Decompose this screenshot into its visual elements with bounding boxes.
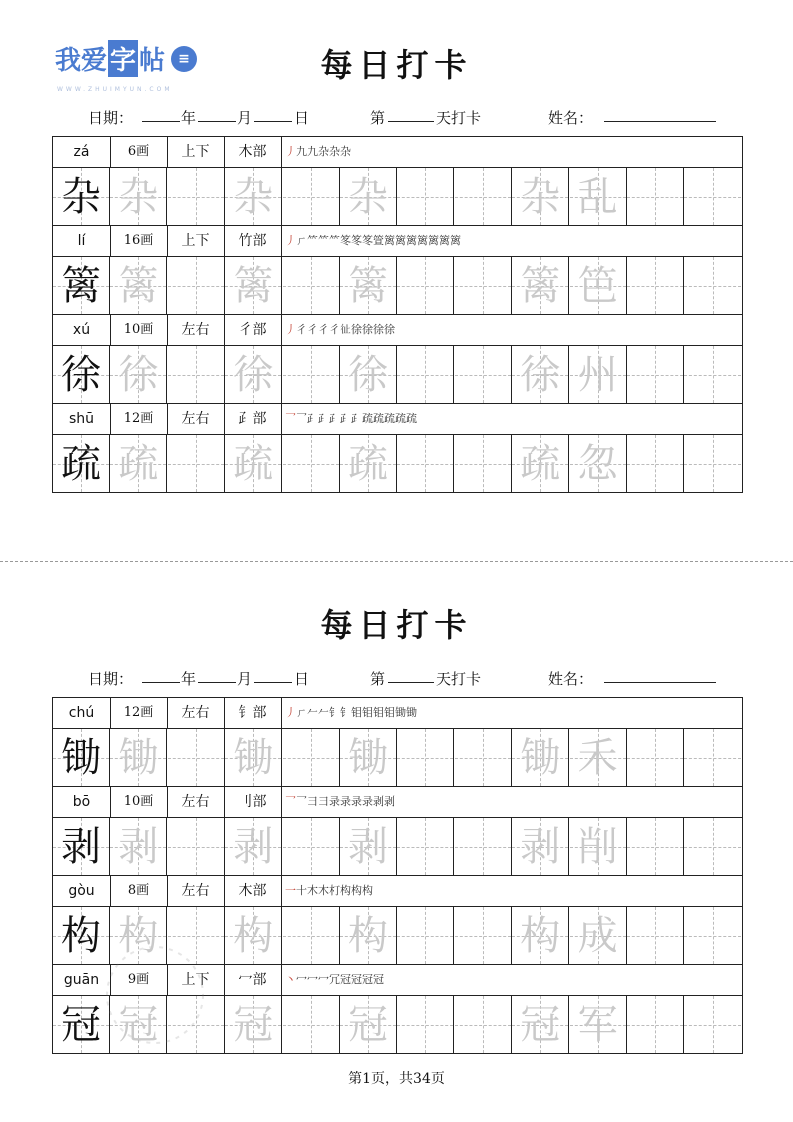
stroke-order: 丿ㄏ⺮⺮⺮笗笗笗箮篱篱篱篱篱篱篱 — [285, 234, 461, 247]
stroke-order: 丶冖冖冖冗冠冠冠冠 — [285, 973, 384, 986]
radical: 竹部 — [224, 226, 282, 256]
name-label: 姓名： — [548, 670, 594, 688]
page-title: 每日打卡 — [320, 606, 473, 644]
stroke-order: 丿彳彳彳彳𢓊徐徐徐徐 — [285, 323, 395, 336]
grid-cell[interactable] — [570, 818, 627, 875]
year-label: 年 — [181, 670, 197, 688]
grid-cell[interactable] — [110, 435, 167, 492]
character-info-row — [53, 698, 742, 729]
model-character: 冠 — [61, 1001, 101, 1048]
practice-sheet — [52, 136, 743, 493]
character-info-row — [53, 876, 742, 907]
chat-bubble-icon: ≡ — [171, 46, 197, 72]
grid-cell[interactable] — [225, 257, 282, 314]
grid-cell[interactable] — [225, 435, 282, 492]
grid-cell[interactable] — [627, 257, 684, 314]
grid-cell[interactable] — [110, 818, 167, 875]
grid-cell[interactable] — [570, 996, 627, 1053]
grid-cell[interactable] — [53, 818, 110, 875]
grid-cell[interactable] — [340, 346, 397, 403]
daka-label: 天打卡 — [436, 670, 482, 688]
trace-character: 构 — [348, 912, 388, 959]
grid-cell[interactable] — [225, 346, 282, 403]
radical: 钅部 — [224, 698, 282, 728]
trace-character: 剥 — [348, 823, 388, 870]
pinyin: guān — [53, 965, 111, 995]
radical: 刂部 — [224, 787, 282, 817]
grid-cell[interactable] — [53, 996, 110, 1053]
date-label: 日期： — [88, 670, 134, 688]
stroke-order: 一十木木朾构构构 — [285, 884, 373, 897]
grid-cell[interactable] — [397, 346, 454, 403]
trace-character: 构 — [520, 912, 561, 959]
month-label: 月 — [237, 109, 253, 127]
grid-cell[interactable] — [225, 729, 282, 786]
grid-cell[interactable] — [340, 729, 397, 786]
grid-cell[interactable] — [168, 257, 225, 314]
page-footer: 第1页，共34页 — [348, 1071, 445, 1087]
stroke-count: 6画 — [110, 137, 168, 167]
grid-cell[interactable] — [225, 168, 282, 225]
trace-character: 篱 — [233, 262, 274, 309]
month-label: 月 — [237, 670, 253, 688]
grid-cell[interactable] — [627, 346, 684, 403]
grid-cell[interactable] — [168, 435, 225, 492]
practice-grid-row — [53, 346, 742, 404]
stroke-count: 12画 — [110, 404, 168, 434]
trace-character: 徐 — [233, 351, 274, 398]
pinyin: chú — [53, 698, 111, 728]
grid-cell[interactable] — [110, 907, 167, 964]
radical: 彳部 — [224, 315, 282, 345]
model-character: 构 — [61, 912, 101, 959]
grid-cell[interactable] — [283, 257, 340, 314]
day-blank[interactable] — [254, 668, 292, 683]
stroke-count: 16画 — [110, 226, 168, 256]
grid-cell[interactable] — [397, 729, 454, 786]
structure: 左右 — [167, 698, 225, 728]
pinyin: gòu — [53, 876, 111, 906]
practice-grid-row — [53, 996, 742, 1053]
month-blank[interactable] — [198, 668, 236, 683]
model-character: 篱 — [61, 262, 101, 309]
grid-cell[interactable] — [397, 435, 454, 492]
grid-cell[interactable] — [455, 818, 512, 875]
grid-cell[interactable] — [455, 257, 512, 314]
day-count-blank[interactable] — [388, 668, 434, 683]
grid-cell[interactable] — [110, 257, 167, 314]
month-blank[interactable] — [198, 107, 236, 122]
pinyin: bō — [53, 787, 111, 817]
trace-character: 构 — [233, 912, 274, 959]
grid-cell[interactable] — [225, 818, 282, 875]
trace-character: 篱 — [348, 262, 388, 309]
pinyin: lí — [53, 226, 111, 256]
grid-cell[interactable] — [570, 168, 627, 225]
trace-character: 锄 — [118, 734, 159, 781]
structure: 上下 — [167, 226, 225, 256]
character-info-row — [53, 315, 742, 346]
grid-cell[interactable] — [397, 996, 454, 1053]
grid-cell[interactable] — [340, 435, 397, 492]
related-character: 军 — [577, 1001, 618, 1048]
trace-character: 篱 — [520, 262, 561, 309]
grid-cell[interactable] — [110, 996, 167, 1053]
grid-cell[interactable] — [168, 996, 225, 1053]
grid-cell[interactable] — [570, 435, 627, 492]
grid-cell[interactable] — [455, 168, 512, 225]
stroke-order: 乛乛⺪⺪⺪⺪⺪疏疏疏疏疏 — [285, 412, 417, 425]
grid-cell[interactable] — [283, 435, 340, 492]
stroke-count: 12画 — [110, 698, 168, 728]
character-info-row — [53, 137, 742, 168]
trace-character: 锄 — [348, 734, 388, 781]
trace-character: 疏 — [118, 440, 159, 487]
related-character: 削 — [577, 823, 618, 870]
year-blank[interactable] — [142, 668, 180, 683]
grid-cell[interactable] — [627, 907, 684, 964]
trace-character: 冠 — [233, 1001, 274, 1048]
related-character: 忽 — [577, 440, 618, 487]
grid-cell[interactable] — [512, 907, 569, 964]
character-info-row — [53, 965, 742, 996]
radical: ⺪部 — [224, 404, 282, 434]
radical: 冖部 — [224, 965, 282, 995]
grid-cell[interactable] — [340, 818, 397, 875]
date-label: 日期： — [88, 109, 134, 127]
structure: 上下 — [167, 965, 225, 995]
practice-grid-row — [53, 729, 742, 787]
name-blank[interactable] — [604, 107, 716, 122]
logo-url: WWW.ZHUIMYUN.COM — [57, 86, 173, 93]
year-label: 年 — [181, 109, 197, 127]
grid-cell[interactable] — [627, 168, 684, 225]
practice-grid-row — [53, 168, 742, 226]
practice-grid-row — [53, 907, 742, 965]
trace-character: 疏 — [233, 440, 274, 487]
radical: 木部 — [224, 876, 282, 906]
model-character: 疏 — [61, 440, 101, 487]
page-title: 每日打卡 — [320, 46, 473, 84]
grid-cell[interactable] — [168, 729, 225, 786]
grid-cell[interactable] — [512, 996, 569, 1053]
grid-cell[interactable] — [512, 729, 569, 786]
structure: 左右 — [167, 787, 225, 817]
model-character: 徐 — [61, 351, 101, 398]
stroke-count: 10画 — [110, 315, 168, 345]
grid-cell[interactable] — [512, 346, 569, 403]
character-info-row — [53, 787, 742, 818]
grid-cell[interactable] — [684, 818, 741, 875]
di-label: 第 — [370, 670, 386, 688]
trace-character: 徐 — [118, 351, 159, 398]
grid-cell[interactable] — [627, 996, 684, 1053]
grid-cell[interactable] — [684, 168, 741, 225]
grid-cell[interactable] — [684, 996, 741, 1053]
grid-cell[interactable] — [512, 168, 569, 225]
grid-cell[interactable] — [53, 346, 110, 403]
related-character: 成 — [577, 912, 618, 959]
grid-cell[interactable] — [340, 257, 397, 314]
trace-character: 剥 — [118, 823, 159, 870]
grid-cell[interactable] — [340, 907, 397, 964]
grid-cell[interactable] — [283, 907, 340, 964]
grid-cell[interactable] — [168, 346, 225, 403]
structure: 左右 — [167, 315, 225, 345]
grid-cell[interactable] — [512, 435, 569, 492]
grid-cell[interactable] — [397, 818, 454, 875]
grid-cell[interactable] — [283, 168, 340, 225]
grid-cell[interactable] — [684, 346, 741, 403]
grid-cell[interactable] — [225, 907, 282, 964]
related-character: 乱 — [577, 173, 618, 220]
practice-grid-row — [53, 435, 742, 492]
grid-cell[interactable] — [684, 257, 741, 314]
grid-cell[interactable] — [110, 729, 167, 786]
pinyin: zá — [53, 137, 111, 167]
model-character: 锄 — [61, 734, 101, 781]
stroke-order: 丿九九杂杂杂 — [285, 145, 351, 158]
character-info-row — [53, 226, 742, 257]
trace-character: 杂 — [233, 173, 274, 220]
grid-cell[interactable] — [455, 346, 512, 403]
grid-cell[interactable] — [168, 818, 225, 875]
trace-character: 剥 — [233, 823, 274, 870]
trace-character: 徐 — [520, 351, 561, 398]
logo-text-3: 帖 — [139, 46, 166, 76]
grid-cell[interactable] — [570, 907, 627, 964]
grid-cell[interactable] — [340, 168, 397, 225]
character-info-row — [53, 404, 742, 435]
grid-cell[interactable] — [283, 818, 340, 875]
trace-character: 锄 — [520, 734, 561, 781]
logo-text-1: 我爱 — [55, 46, 108, 76]
cut-line-divider — [0, 561, 793, 562]
grid-cell[interactable] — [340, 996, 397, 1053]
grid-cell[interactable] — [570, 346, 627, 403]
grid-cell[interactable] — [627, 818, 684, 875]
grid-cell[interactable] — [512, 818, 569, 875]
trace-character: 杂 — [348, 173, 388, 220]
grid-cell[interactable] — [283, 729, 340, 786]
grid-cell[interactable] — [53, 907, 110, 964]
trace-character: 杂 — [118, 173, 159, 220]
structure: 上下 — [167, 137, 225, 167]
structure: 左右 — [167, 404, 225, 434]
grid-cell[interactable] — [570, 257, 627, 314]
grid-cell[interactable] — [627, 435, 684, 492]
day-blank[interactable] — [254, 107, 292, 122]
grid-cell[interactable] — [53, 257, 110, 314]
grid-cell[interactable] — [283, 346, 340, 403]
trace-character: 构 — [118, 912, 159, 959]
grid-cell[interactable] — [53, 435, 110, 492]
related-character: 笆 — [577, 262, 618, 309]
grid-cell[interactable] — [570, 729, 627, 786]
grid-cell[interactable] — [110, 346, 167, 403]
grid-cell[interactable] — [397, 907, 454, 964]
grid-cell[interactable] — [168, 168, 225, 225]
grid-cell[interactable] — [512, 257, 569, 314]
model-character: 杂 — [61, 173, 101, 220]
trace-character: 冠 — [348, 1001, 388, 1048]
grid-cell[interactable] — [684, 729, 741, 786]
grid-cell[interactable] — [455, 729, 512, 786]
grid-cell[interactable] — [455, 907, 512, 964]
stroke-count: 9画 — [110, 965, 168, 995]
structure: 左右 — [167, 876, 225, 906]
trace-character: 剥 — [520, 823, 561, 870]
stroke-count: 8画 — [110, 876, 168, 906]
practice-grid-row — [53, 257, 742, 315]
grid-cell[interactable] — [455, 435, 512, 492]
trace-character: 冠 — [520, 1001, 561, 1048]
year-blank[interactable] — [142, 107, 180, 122]
radical: 木部 — [224, 137, 282, 167]
related-character: 州 — [577, 351, 618, 398]
practice-grid-row — [53, 818, 742, 876]
trace-character: 冠 — [118, 1001, 159, 1048]
practice-sheet — [52, 697, 743, 1054]
grid-cell[interactable] — [684, 435, 741, 492]
stroke-order: 乛乛彐彐录录录录剥剥 — [285, 795, 395, 808]
name-blank[interactable] — [604, 668, 716, 683]
grid-cell[interactable] — [225, 996, 282, 1053]
trace-character: 疏 — [520, 440, 561, 487]
name-label: 姓名： — [548, 109, 594, 127]
grid-cell[interactable] — [110, 168, 167, 225]
pinyin: xú — [53, 315, 111, 345]
trace-character: 疏 — [348, 440, 388, 487]
grid-cell[interactable] — [53, 168, 110, 225]
day-label: 日 — [294, 670, 310, 688]
related-character: 禾 — [577, 734, 618, 781]
grid-cell[interactable] — [397, 168, 454, 225]
grid-cell[interactable] — [684, 907, 741, 964]
logo-text-2: 字 — [108, 40, 138, 77]
daka-label: 天打卡 — [436, 109, 482, 127]
model-character: 剥 — [61, 823, 101, 870]
trace-character: 杂 — [520, 173, 561, 220]
stroke-order: 丿ㄏ𠂉𠂉钅钅钼钼钼钼锄锄 — [285, 706, 417, 719]
grid-cell[interactable] — [397, 257, 454, 314]
day-count-blank[interactable] — [388, 107, 434, 122]
grid-cell[interactable] — [53, 729, 110, 786]
trace-character: 锄 — [233, 734, 274, 781]
stroke-count: 10画 — [110, 787, 168, 817]
grid-cell[interactable] — [455, 996, 512, 1053]
di-label: 第 — [370, 109, 386, 127]
grid-cell[interactable] — [283, 996, 340, 1053]
day-label: 日 — [294, 109, 310, 127]
trace-character: 篱 — [118, 262, 159, 309]
trace-character: 徐 — [348, 351, 388, 398]
grid-cell[interactable] — [627, 729, 684, 786]
pinyin: shū — [53, 404, 111, 434]
grid-cell[interactable] — [168, 907, 225, 964]
